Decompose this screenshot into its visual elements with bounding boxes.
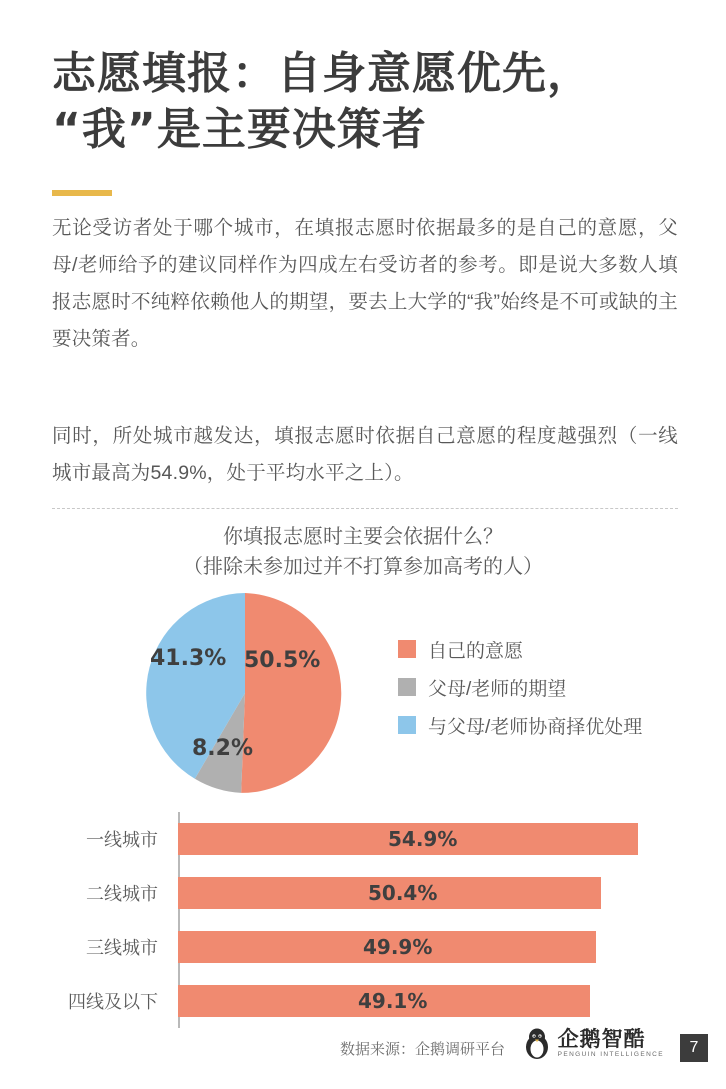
bar-category-tier4: 四线及以下 xyxy=(68,992,158,1012)
bar-value-tier4: 49.1% xyxy=(358,989,428,1013)
pie-legend xyxy=(398,630,698,744)
brand-name-en: PENGUIN INTELLIGENCE xyxy=(557,1051,664,1058)
bar-row-tier4 xyxy=(52,974,678,1028)
pie-chart-svg xyxy=(140,588,350,798)
brand-names xyxy=(558,1028,664,1060)
legend-label-own: 自己的意愿 xyxy=(428,640,524,662)
pie-label-own: 50.5% xyxy=(244,648,321,673)
legend-label-parent: 父母/老师的期望 xyxy=(428,678,567,700)
bar-value-tier3: 49.9% xyxy=(363,935,433,959)
page-title xyxy=(52,46,692,158)
pie-chart xyxy=(140,588,350,798)
section-divider xyxy=(52,508,678,509)
page-number: 7 xyxy=(680,1034,708,1062)
bar-row-tier1 xyxy=(52,812,678,866)
body-paragraph-2: 同时，所处城市越发达，填报志愿时依据自己意愿的程度越强烈（一线城市最高为54.9%，处于平均水平之上）。 xyxy=(52,425,678,484)
title-accent-bar xyxy=(52,190,112,196)
bar-track-tier4 xyxy=(178,985,678,1017)
bar-track-tier3 xyxy=(178,931,678,963)
bar-category-tier2: 二线城市 xyxy=(86,884,158,904)
pie-slice-own xyxy=(241,593,341,793)
legend-item-own xyxy=(398,630,698,668)
bar-chart xyxy=(52,812,678,1028)
pie-label-parent: 8.2% xyxy=(192,736,254,761)
pie-label-negotiate: 41.3% xyxy=(150,646,227,671)
bar-category-tier3: 三线城市 xyxy=(86,938,158,958)
bar-value-tier1: 54.9% xyxy=(388,827,458,851)
chart-title: 你填报志愿时主要会依据什么？ xyxy=(223,526,503,548)
bar-value-tier2: 50.4% xyxy=(368,881,438,905)
legend-label-negotiate: 与父母/老师协商择优处理 xyxy=(428,716,643,738)
legend-swatch-parent xyxy=(398,678,416,696)
legend-item-parent xyxy=(398,668,698,706)
bar-row-tier2 xyxy=(52,866,678,920)
body-paragraph-1: 无论受访者处于哪个城市，在填报志愿时依据最多的是自己的意愿，父母/老师给予的建议同样作为四成左右受访者的参考。即是说大多数人填报志愿时不纯粹依赖他人的期望，要去上大学的“我”始终是不可或缺的主要决策者。 xyxy=(52,217,678,350)
page-title-line-2: “我”是主要决策者 xyxy=(52,104,427,155)
brand-name-cn: 企鹅智酷 xyxy=(557,1027,646,1051)
bar-track-tier1 xyxy=(178,823,678,855)
data-source-text: 数据来源：企鹅调研平台 xyxy=(340,1041,506,1058)
bar-track-tier2 xyxy=(178,877,678,909)
chart-subtitle: （排除未参加过并不打算参加高考的人） xyxy=(183,556,543,578)
page-title-line-1: 志愿填报：自身意愿优先， xyxy=(52,48,592,99)
legend-swatch-own xyxy=(398,640,416,658)
legend-swatch-negotiate xyxy=(398,716,416,734)
bar-category-tier1: 一线城市 xyxy=(86,830,158,850)
bar-row-tier3 xyxy=(52,920,678,974)
penguin-icon-svg xyxy=(522,1028,552,1060)
brand-logo xyxy=(522,1028,664,1060)
legend-item-negotiate xyxy=(398,706,698,744)
penguin-icon xyxy=(522,1028,552,1060)
